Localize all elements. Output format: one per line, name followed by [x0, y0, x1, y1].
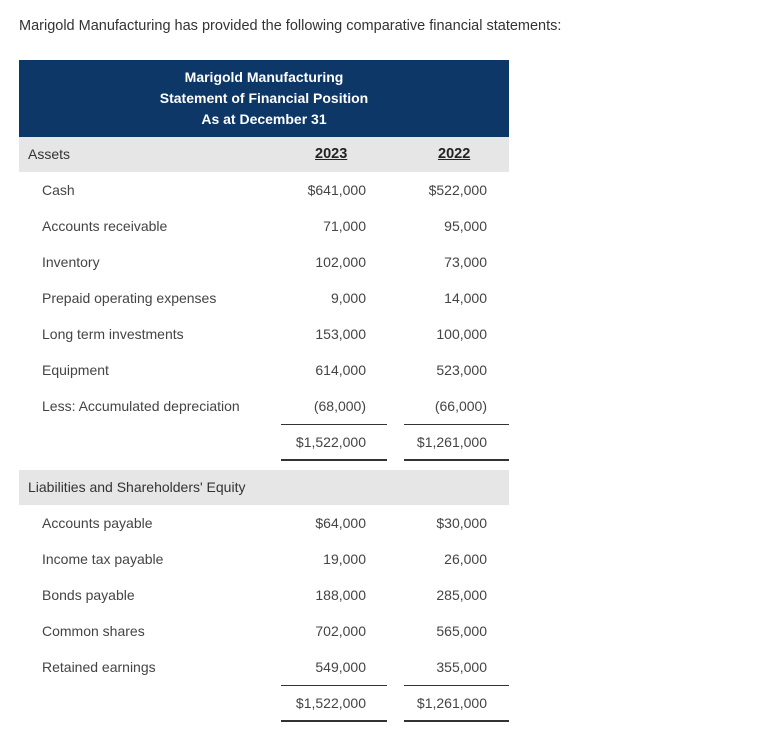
value-2023: 153,000: [315, 326, 366, 342]
intro-text: Marigold Manufacturing has provided the following comparative financial statements:: [19, 18, 562, 34]
value-2022: 26,000: [444, 551, 487, 567]
column-2022-header: 2022: [438, 146, 471, 162]
row-label: Accounts payable: [42, 515, 153, 531]
asset-row-equipment: [19, 352, 509, 388]
value-2023: 19,000: [323, 551, 366, 567]
value-2022: 95,000: [444, 218, 487, 234]
value-2023: $641,000: [307, 182, 366, 198]
row-label: Income tax payable: [42, 551, 164, 567]
value-2022: (66,000): [434, 398, 487, 414]
total-double-rule-2022: [404, 459, 509, 461]
row-label: Cash: [42, 182, 75, 198]
value-2022: $30,000: [436, 515, 487, 531]
value-2022: 285,000: [436, 587, 487, 603]
row-label: Equipment: [42, 362, 109, 378]
value-2023: 102,000: [315, 254, 366, 270]
liabilities-total-2022: $1,261,000: [416, 695, 487, 711]
asset-row-accumulated-depreciation: [19, 388, 509, 424]
company-name: Marigold Manufacturing: [184, 69, 344, 85]
value-2023: (68,000): [313, 398, 366, 414]
assets-total-2023: $1,522,000: [295, 434, 366, 450]
row-label: Bonds payable: [42, 587, 135, 603]
value-2022: 355,000: [436, 659, 487, 675]
statement-name: Statement of Financial Position: [159, 90, 369, 106]
assets-header: Assets: [28, 146, 71, 162]
value-2022: 100,000: [436, 326, 487, 342]
row-label: Prepaid operating expenses: [42, 290, 217, 306]
assets-total-row: [19, 424, 509, 460]
row-label: Common shares: [42, 623, 145, 639]
assets-total-2022: $1,261,000: [416, 434, 487, 450]
value-2023: 614,000: [315, 362, 366, 378]
row-label: Less: Accumulated depreciation: [42, 398, 240, 414]
assets-header-row: [19, 137, 509, 172]
value-2023: 549,000: [315, 659, 366, 675]
statement-date: As at December 31: [201, 111, 327, 127]
total-double-rule-2023: [281, 459, 387, 461]
asset-row-inventory: [19, 244, 509, 280]
value-2023: $64,000: [315, 515, 366, 531]
liability-row-accounts-payable: [19, 505, 509, 541]
equity-row-common-shares: [19, 613, 509, 649]
value-2022: $522,000: [428, 182, 487, 198]
asset-row-cash: [19, 172, 509, 208]
value-2023: 9,000: [330, 290, 366, 306]
value-2023: 702,000: [315, 623, 366, 639]
equity-row-retained-earnings: [19, 649, 509, 685]
total-double-rule-2022: [404, 720, 509, 722]
row-label: Long term investments: [42, 326, 184, 342]
asset-row-investments: [19, 316, 509, 352]
value-2023: 188,000: [315, 587, 366, 603]
liabilities-total-row: [19, 685, 509, 721]
value-2022: 565,000: [436, 623, 487, 639]
value-2022: 523,000: [436, 362, 487, 378]
column-2023-header: 2023: [315, 146, 348, 162]
asset-row-prepaid: [19, 280, 509, 316]
value-2022: 14,000: [444, 290, 487, 306]
liability-row-income-tax-payable: [19, 541, 509, 577]
total-double-rule-2023: [281, 720, 387, 722]
financial-statement-table: [19, 60, 509, 721]
liabilities-total-2023: $1,522,000: [295, 695, 366, 711]
liabilities-header-row: [19, 470, 509, 505]
value-2023: 71,000: [323, 218, 366, 234]
asset-row-accounts-receivable: [19, 208, 509, 244]
value-2022: 73,000: [444, 254, 487, 270]
row-label: Retained earnings: [42, 659, 156, 675]
statement-title-block: [19, 60, 509, 137]
row-label: Accounts receivable: [42, 218, 168, 234]
row-label: Inventory: [42, 254, 100, 270]
liabilities-header: Liabilities and Shareholders' Equity: [28, 479, 246, 495]
liability-row-bonds-payable: [19, 577, 509, 613]
